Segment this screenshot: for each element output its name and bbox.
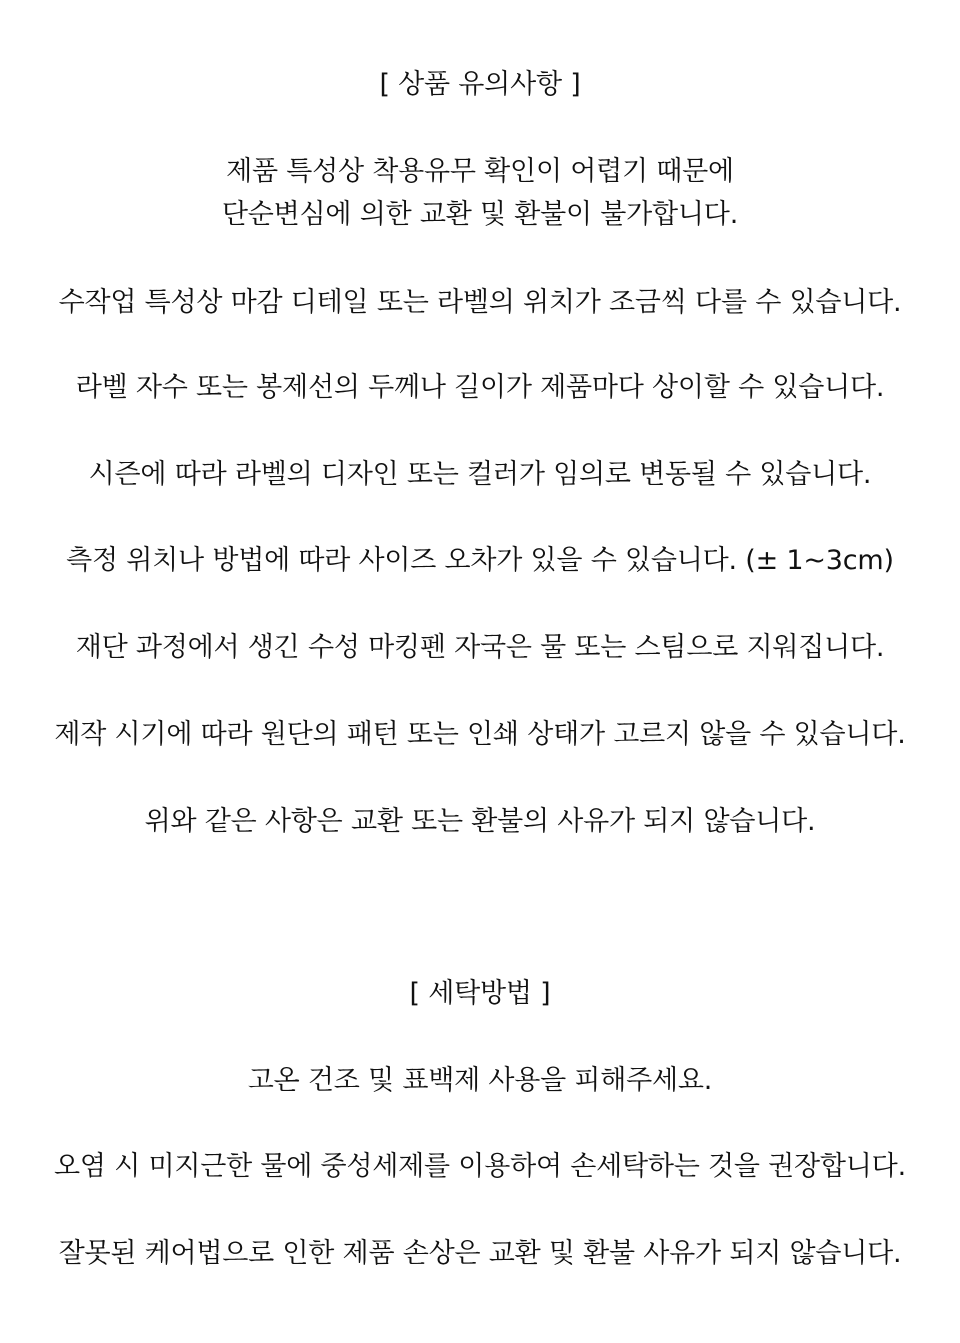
washing-item: 고온 건조 및 표백제 사용을 피해주세요. <box>247 1065 713 1096</box>
precautions-intro-line-2: 단순변심에 의한 교환 및 환불이 불가합니다. <box>221 199 739 230</box>
precaution-item: 측정 위치나 방법에 따라 사이즈 오차가 있을 수 있습니다. (± 1~3cm) <box>66 545 894 576</box>
precautions-heading: [ 상품 유의사항 ] <box>379 69 581 100</box>
precautions-intro-line-1: 제품 특성상 착용유무 확인이 어렵기 때문에 <box>226 156 734 187</box>
precaution-item: 수작업 특성상 마감 디테일 또는 라벨의 위치가 조금씩 다를 수 있습니다. <box>58 287 902 318</box>
washing-item: 잘못된 케어법으로 인한 제품 손상은 교환 및 환불 사유가 되지 않습니다. <box>58 1238 902 1269</box>
washing-item: 오염 시 미지근한 물에 중성세제를 이용하여 손세탁하는 것을 권장합니다. <box>54 1151 906 1182</box>
washing-heading: [ 세탁방법 ] <box>409 978 551 1009</box>
precaution-item: 라벨 자수 또는 봉제선의 두께나 길이가 제품마다 상이할 수 있습니다. <box>75 372 885 403</box>
precaution-item: 재단 과정에서 생긴 수성 마킹펜 자국은 물 또는 스팀으로 지워집니다. <box>75 632 885 663</box>
precaution-item: 위와 같은 사항은 교환 또는 환불의 사유가 되지 않습니다. <box>144 806 816 837</box>
precaution-item: 시즌에 따라 라벨의 디자인 또는 컬러가 임의로 변동될 수 있습니다. <box>88 459 872 490</box>
precaution-item: 제작 시기에 따라 원단의 패턴 또는 인쇄 상태가 고르지 않을 수 있습니다. <box>54 719 906 750</box>
